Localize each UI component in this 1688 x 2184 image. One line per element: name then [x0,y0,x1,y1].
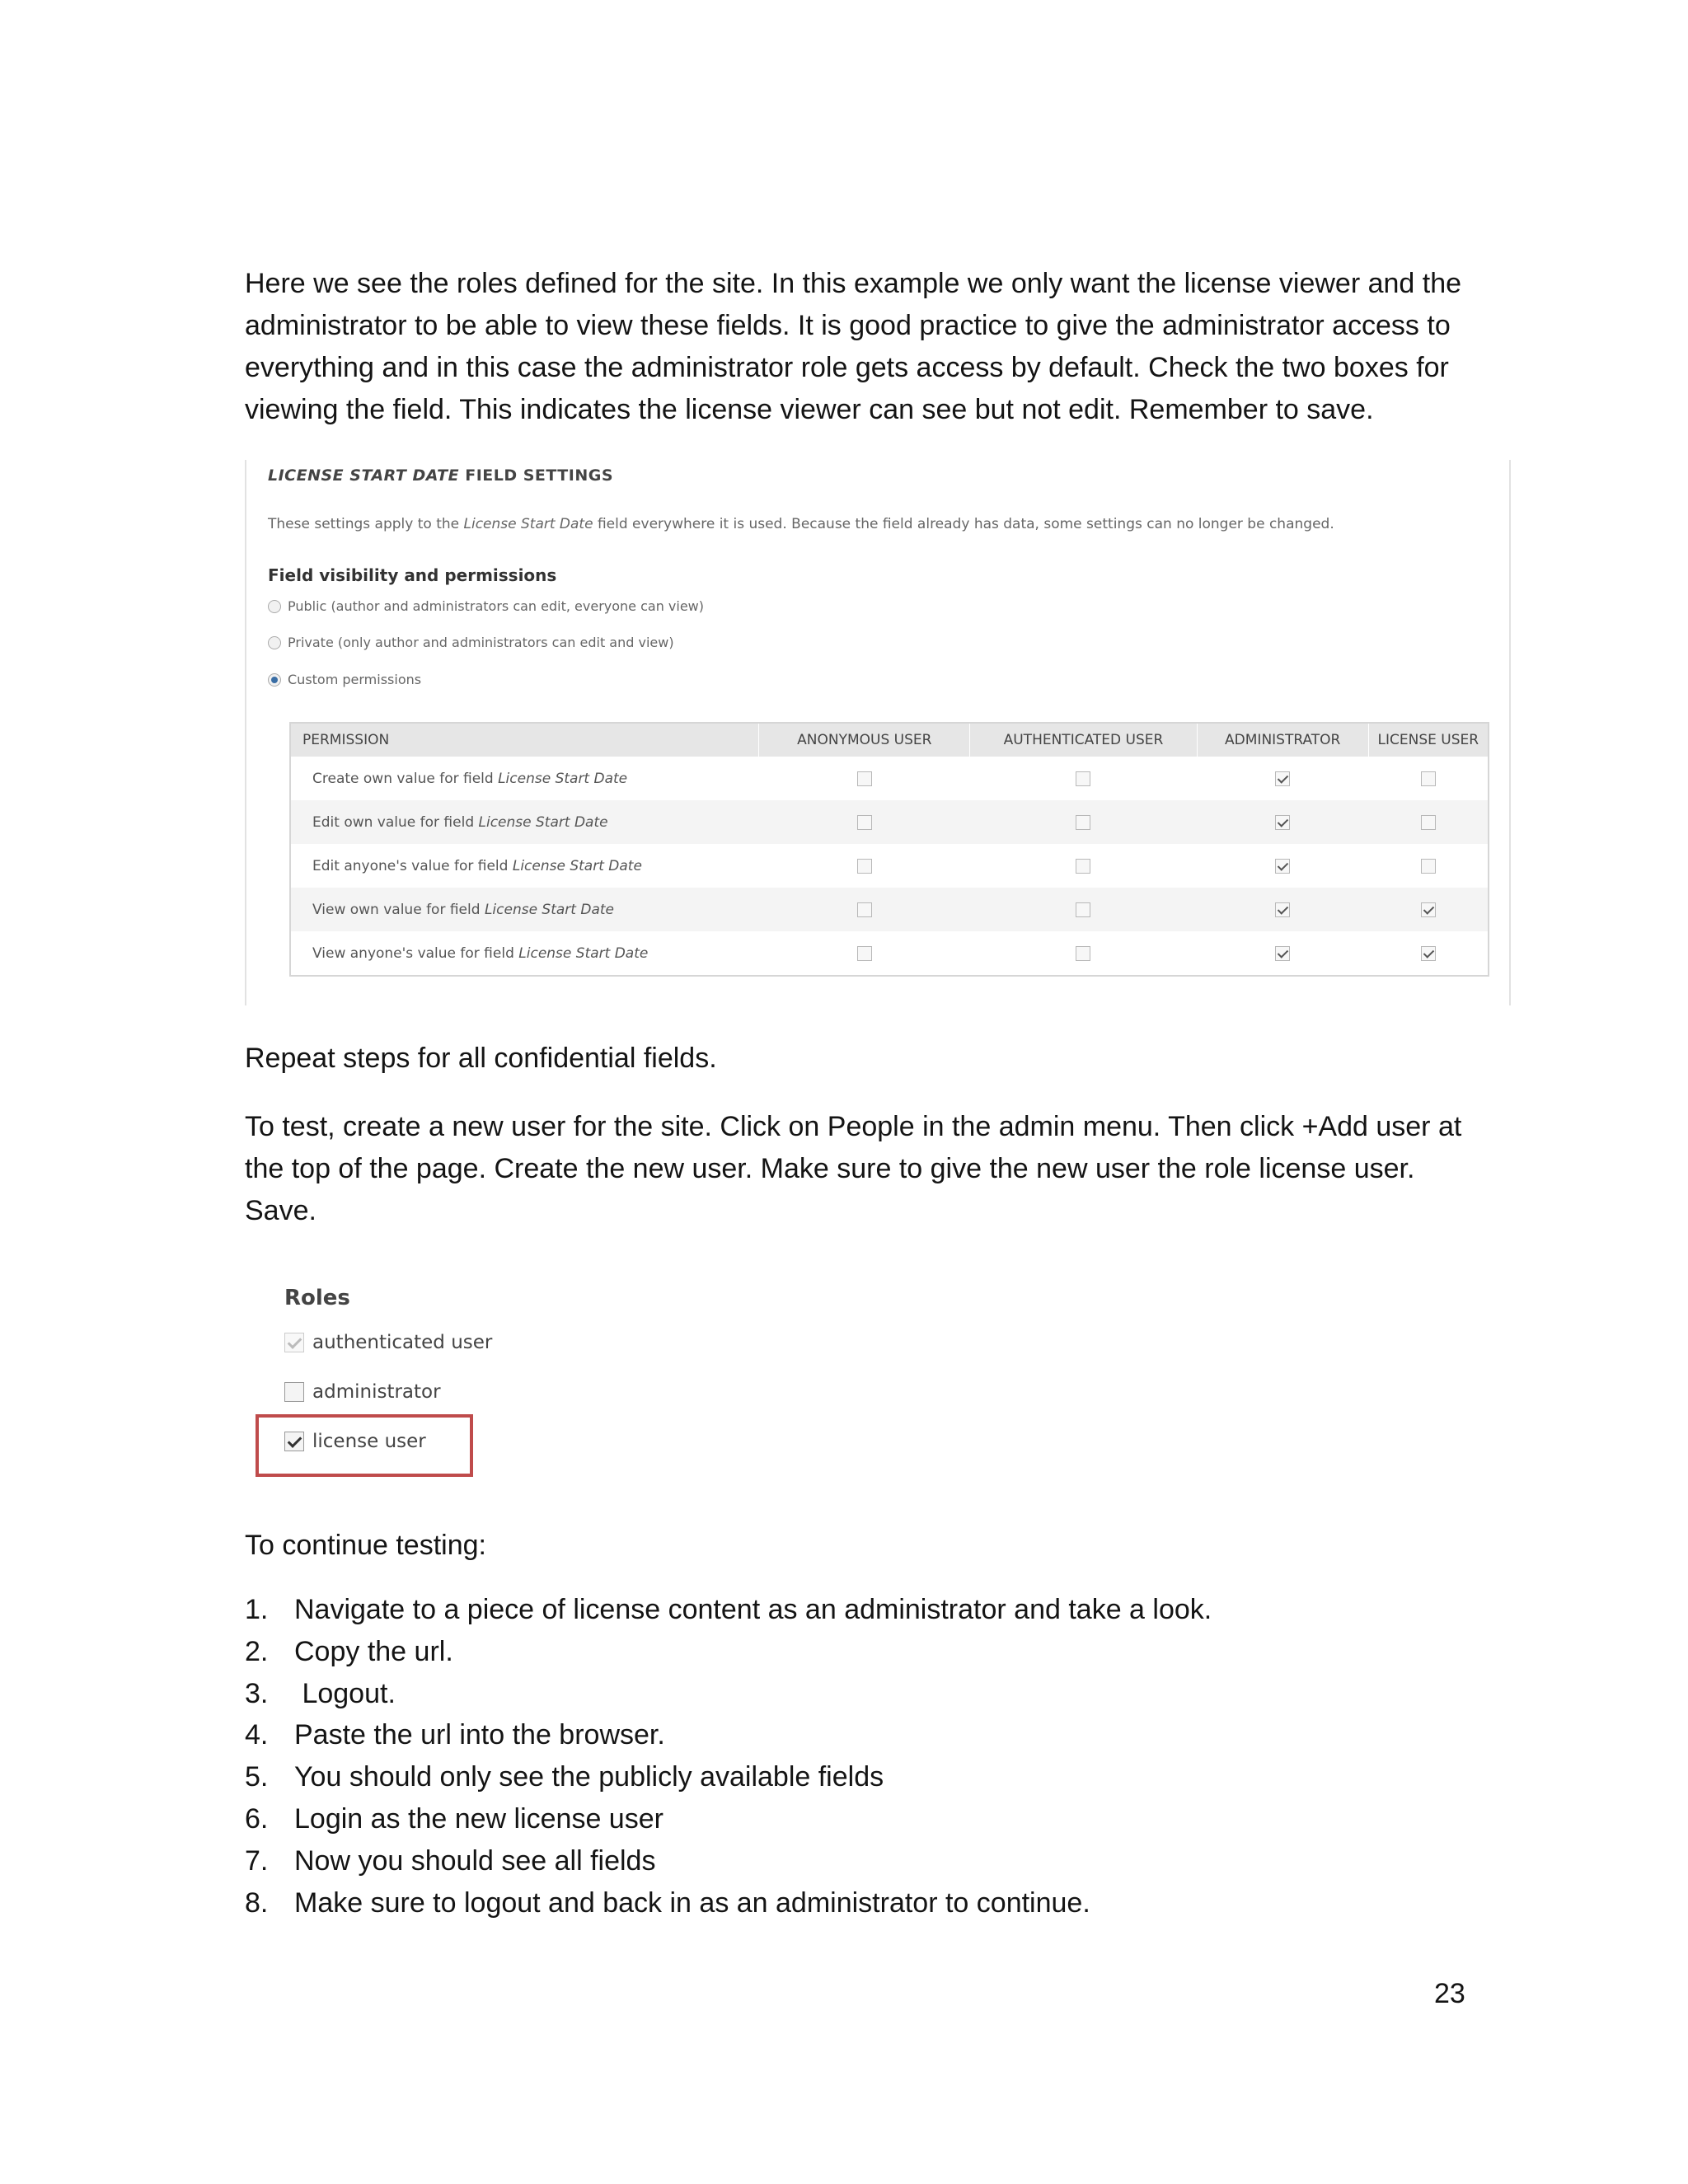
table-row [290,888,1489,931]
table-row [290,757,1489,800]
cell-administrator [1197,800,1368,844]
table-row [290,800,1489,844]
cell-license-user [1368,888,1489,931]
checkbox[interactable] [857,946,872,961]
repeat-paragraph [245,1038,1481,1080]
checkbox-checked[interactable] [1275,771,1290,786]
cell-anonymous [759,800,970,844]
cell-authenticated [970,800,1198,844]
checkbox[interactable] [857,815,872,830]
role-label: authenticated user [312,1332,493,1353]
cell-authenticated [970,844,1198,888]
settings-title [268,466,613,485]
cell-authenticated [970,757,1198,800]
checkbox[interactable] [1421,771,1436,786]
list-item [245,1631,1481,1673]
radio-private[interactable] [268,635,674,650]
step-text: Make sure to logout and back in as an administrator to continue. [294,1886,1090,1919]
permission-label [290,888,759,931]
step-number: 8. [245,1886,269,1919]
col-permission: PERMISSION [290,723,759,757]
col-administrator: ADMINISTRATOR [1197,723,1368,757]
col-anonymous: ANONYMOUS USER [759,723,970,757]
checkbox-checked[interactable] [1275,859,1290,874]
permission-field: License Start Date [498,770,628,787]
repeat-text: Repeat steps for all confidential fields. [245,1043,717,1074]
intro-text: Here we see the roles defined for the site. In this example we only want the license viewer and the administrator to be able to view these fields. It is good practice to give the administrator access to everything and in this case the administrator role gets access by default. Check the two boxes for viewing the field. This indicates the license viewer can see but not edit. Remember to save. [245,268,1462,425]
step-text: Now you should see all fields [294,1844,656,1877]
permission-text: Edit own value for field [312,813,479,831]
cell-license-user [1368,800,1489,844]
permission-label [290,844,759,888]
checkbox[interactable] [1076,771,1090,786]
checkbox[interactable] [857,771,872,786]
step-text: Copy the url. [294,1635,453,1667]
continue-text: To continue testing: [245,1530,486,1561]
table-header-row [290,723,1489,757]
desc-after: field everywhere it is used. Because the field already has data, some settings can no longer be changed. [593,516,1334,532]
permission-text: Create own value for field [312,770,499,787]
radio-custom-label: Custom permissions [288,672,422,687]
cell-administrator [1197,844,1368,888]
permissions-table [289,722,1489,977]
step-text: Logout. [294,1677,396,1709]
step-number: 4. [245,1719,269,1751]
permission-field: License Start Date [518,944,649,962]
step-number: 2. [245,1635,269,1667]
steps-list [245,1589,1481,1924]
radio-public-icon[interactable] [268,600,281,613]
cell-license-user [1368,844,1489,888]
checkbox-checked[interactable] [284,1333,304,1352]
radio-private-label: Private (only author and administrators can edit and view) [288,635,674,650]
license-user-highlight-box [256,1414,473,1477]
list-item [245,1882,1481,1924]
step-text: Login as the new license user [294,1802,663,1835]
visibility-section-title: Field visibility and permissions [268,565,557,585]
step-number: 7. [245,1844,269,1877]
intro-paragraph [245,263,1481,431]
checkbox[interactable] [1421,859,1436,874]
permission-label [290,800,759,844]
step-number: 3. [245,1677,269,1709]
cell-anonymous [759,844,970,888]
cell-administrator [1197,888,1368,931]
step-text: Paste the url into the browser. [294,1719,665,1751]
col-authenticated: AUTHENTICATED USER [970,723,1198,757]
role-label: administrator [312,1381,441,1403]
checkbox-checked[interactable] [1275,902,1290,917]
permission-label [290,931,759,976]
radio-custom[interactable] [268,672,421,687]
step-number: 1. [245,1594,269,1625]
table-row [290,931,1489,976]
permission-label [290,757,759,800]
cell-license-user [1368,757,1489,800]
cell-authenticated [970,931,1198,976]
permission-field: License Start Date [484,901,614,918]
desc-before: These settings apply to the [268,516,464,532]
list-item [245,1798,1481,1840]
radio-custom-icon[interactable] [268,673,281,687]
cell-administrator [1197,757,1368,800]
permission-text: Edit anyone's value for field [312,857,513,874]
cell-administrator [1197,931,1368,976]
list-item [245,1756,1481,1798]
checkbox[interactable] [857,859,872,874]
checkbox[interactable] [284,1382,304,1402]
role-label: license user [312,1431,426,1452]
col-license-user: LICENSE USER [1368,723,1489,757]
cell-license-user [1368,931,1489,976]
table-row [290,844,1489,888]
desc-field: License Start Date [463,516,593,532]
roles-title: Roles [284,1286,350,1310]
settings-description [268,516,1334,532]
cell-anonymous [759,757,970,800]
checkbox[interactable] [1076,902,1090,917]
permission-field: License Start Date [512,857,642,874]
radio-private-icon[interactable] [268,636,281,649]
checkbox[interactable] [1421,815,1436,830]
test-paragraph [245,1106,1481,1232]
step-number: 6. [245,1802,269,1835]
checkbox-checked[interactable] [1421,902,1436,917]
permission-text: View anyone's value for field [312,944,519,962]
continue-heading [245,1525,1481,1567]
step-text: Navigate to a piece of license content as an administrator and take a look. [294,1594,1212,1625]
radio-public-label: Public (author and administrators can edit, everyone can view) [288,598,705,614]
field-settings-screenshot [245,460,1511,1005]
cell-anonymous [759,931,970,976]
settings-title-suffix: FIELD SETTINGS [459,466,614,485]
list-item [245,1589,1481,1631]
settings-title-field: LICENSE START DATE [268,466,460,485]
role-administrator[interactable] [284,1381,441,1403]
page-number: 23 [1434,1978,1465,2009]
list-item [245,1714,1481,1756]
list-item [245,1840,1481,1882]
radio-public[interactable] [268,598,704,614]
step-text: You should only see the publicly available fields [294,1761,884,1793]
test-text: To test, create a new user for the site. Click on People in the admin menu. Then click +Add user at the top of the page. Create the new user. Make sure to give the new user the role license user. Save. [245,1111,1462,1226]
checkbox[interactable] [1076,815,1090,830]
checkbox[interactable] [857,902,872,917]
list-item [245,1673,1481,1715]
checkbox-checked[interactable] [1275,946,1290,961]
checkbox-checked[interactable] [1275,815,1290,830]
checkbox[interactable] [1076,946,1090,961]
checkbox-checked[interactable] [1421,946,1436,961]
permission-field: License Start Date [478,813,608,831]
cell-anonymous [759,888,970,931]
step-number: 5. [245,1761,269,1793]
cell-authenticated [970,888,1198,931]
permission-text: View own value for field [312,901,485,918]
checkbox[interactable] [1076,859,1090,874]
role-authenticated[interactable] [284,1332,492,1353]
